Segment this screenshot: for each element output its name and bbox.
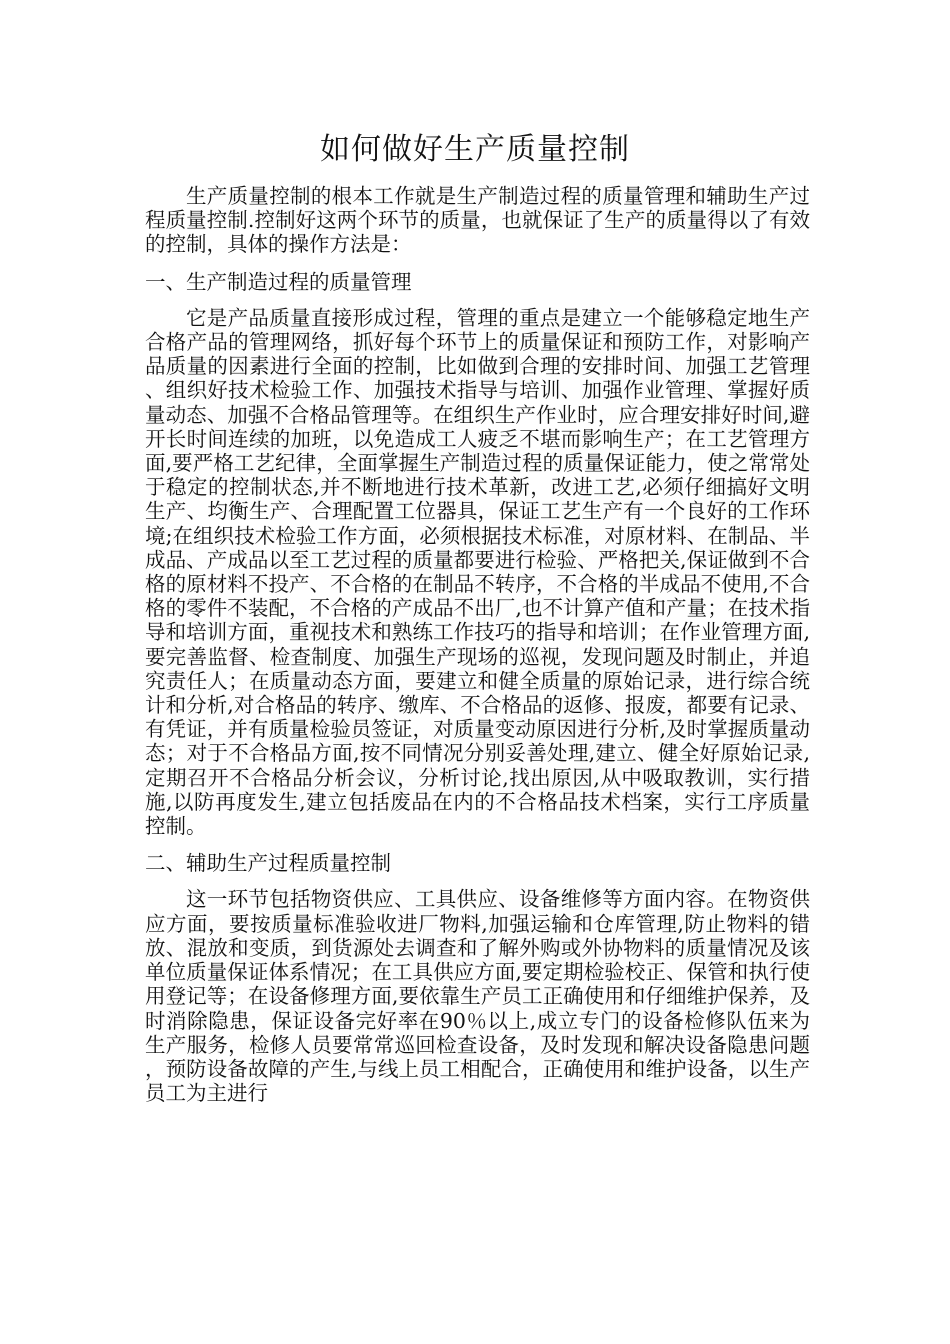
intro-paragraph: 生产质量控制的根本工作就是生产制造过程的质量管理和辅助生产过程质量控制.控制好这两个环节的质量，也就保证了生产的质量得以了有效的控制，具体的操作方法是： xyxy=(145,184,810,257)
document-body xyxy=(145,184,810,1118)
section-2-heading: 二、辅助生产过程质量控制 xyxy=(145,851,391,876)
section-2-paragraph: 这一环节包括物资供应、工具供应、设备维修等方面内容。在物资供应方面，要按质量标准验收进厂物料,加强运输和仓库管理,防止物料的错放、混放和变质，到货源处去调查和了解外购或外协物料的质量情况及该单位质量保证体系情况；在工具供应方面,要定期检验校正、保管和执行使用登记等；在设备修理方面,要依靠生产员工正确使用和仔细维护保养，及时消除隐患，保证设备完好率在90％以上,成立专门的设备检修队伍来为生产服务，检修人员要常常巡回检查设备，及时发现和解决设备隐患问题，预防设备故障的产生,与线上员工相配合，正确使用和维护设备，以生产员工为主进行 xyxy=(145,887,810,1106)
section-1-paragraph: 它是产品质量直接形成过程，管理的重点是建立一个能够稳定地生产合格产品的管理网络，抓好每个环节上的质量保证和预防工作，对影响产品质量的因素进行全面的控制，比如做到合理的安排时间、加强工艺管理、组织好技术检验工作、加强技术指导与培训、加强作业管理、掌握好质量动态、加强不合格品管理等。在组织生产作业时，应合理安排好时间,避开长时间连续的加班，以免造成工人疲乏不堪而影响生产；在工艺管理方面,要严格工艺纪律，全面掌握生产制造过程的质量保证能力，使之常常处于稳定的控制状态,并不断地进行技术革新，改进工艺,必须仔细搞好文明生产、均衡生产、合理配置工位器具，保证工艺生产有一个良好的工作环境;在组织技术检验工作方面，必须根据技术标准，对原材料、在制品、半成品、产成品以至工艺过程的质量都要进行检验、严格把关,保证做到不合格的原材料不投产、不合格的在制品不转序，不合格的半成品不使用,不合格的零件不装配，不合格的产成品不出厂,也不计算产值和产量；在技术指导和培训方面，重视技术和熟练工作技巧的指导和培训；在作业管理方面,要完善监督、检查制度、加强生产现场的巡视，发现问题及时制止，并追究责任人；在质量动态方面，要建立和健全质量的原始记录，进行综合统计和分析,对合格品的转序、缴库、不合格品的返修、报废，都要有记录、有凭证，并有质量检验员签证，对质量变动原因进行分析,及时掌握质量动态；对于不合格品方面,按不同情况分别妥善处理,建立、健全好原始记录,定期召开不合格品分析会议，分析讨论,找出原因,从中吸取教训，实行措施,以防再度发生,建立包括废品在内的不合格品技术档案，实行工序质量控制。 xyxy=(145,305,810,839)
section-1-heading: 一、生产制造过程的质量管理 xyxy=(145,269,412,294)
page-title: 如何做好生产质量控制 xyxy=(320,132,630,167)
